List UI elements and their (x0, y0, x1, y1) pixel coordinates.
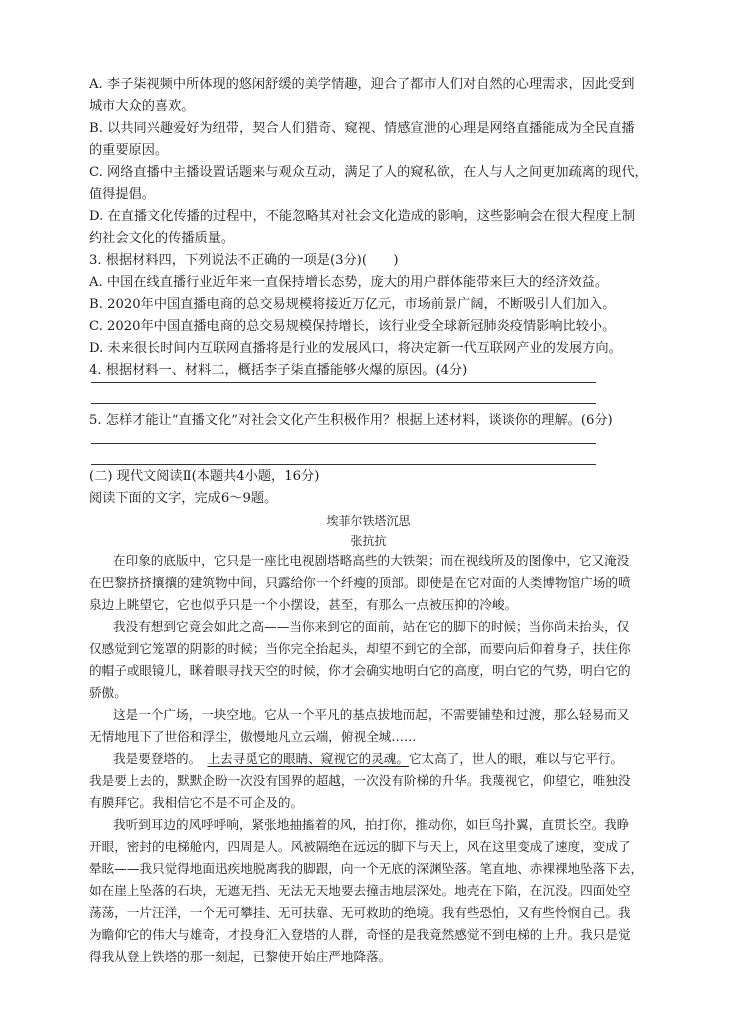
essay-line: 有膜拜它。我相信它不是不可企及的。 (89, 795, 304, 810)
essay-fragment: 它太高了，世人的眼，难以与它平行。 (408, 751, 624, 766)
essay-line: 开眼，密封的电梯舱内，四周是人。风被隔绝在远远的脚下与天上，风在这里变成了速度，变成了 (89, 839, 631, 854)
section-instruction: 阅读下面的文字，完成6～9题。 (89, 491, 278, 506)
essay-line: 荡荡，一片汪洋，一个无可攀挂、无可扶靠、无可救助的绝境。我有些恐怕，又有些怜悯自己。我 (89, 905, 631, 920)
q2-option-d-line2: 约社会文化的传播质量。 (89, 231, 235, 246)
q2-option-d-line1: D. 在直播文化传播的过程中，不能忽略其对社会文化造成的影响，这些影响会在很大程度上制 (89, 209, 635, 224)
q3-option-b: B. 2020年中国直播电商的总交易规模将接近万亿元，市场前景广阔，不断吸引人们加入。 (89, 297, 616, 312)
q5-stem: 5. 怎样才能让“直播文化”对社会文化产生积极作用？根据上述材料，谈谈你的理解。(6分) (89, 413, 613, 428)
essay-line: 的帽子或眼镜儿，眯着眼寻找天空的时候，你才会确实地明白它的高度，明白它的气势，明白它的 (89, 663, 631, 678)
section-heading: (二) 现代文阅读Ⅱ(本题共4小题，16分) (89, 469, 320, 484)
essay-fragment: 我是要登塔的。 (113, 751, 195, 766)
q2-option-c-line1: C. 网络直播中主播设置话题来与观众互动，满足了人的窥私欲，在人与人之间更加疏离的现代， (89, 165, 648, 180)
essay-line-underlined (89, 748, 661, 770)
essay-line: 骄傲。 (89, 685, 127, 700)
essay-author: 张抗抗 (350, 534, 387, 548)
q2-option-b-line2: 的重要原因。 (89, 143, 169, 158)
q4-answer-line-1[interactable] (91, 382, 596, 383)
essay-line: 无情地甩下了世俗和浮尘，傲慢地凡立云端，俯视全城…… (89, 729, 417, 744)
essay-line: 为瞻仰它的伟大与雄奇，才投身汇入登塔的人群，奇怪的是我竟然感觉不到电梯的上升。我只是觉 (89, 927, 631, 942)
essay-line: 在巴黎挤挤攘攘的建筑物中间，只露给你一个纤瘦的顶部。即使是在它对面的人类博物馆广场的喷 (89, 575, 631, 590)
essay-line: 在印象的底版中，它只是一座比电视剧塔略高些的大铁架；而在视线所及的图像中，它又淹没 (113, 553, 630, 568)
essay-title: 埃菲尔铁塔沉思 (326, 514, 411, 528)
essay-line: 泉边上眺望它，它也似乎只是一个小摆设，甚至，有那么一点被压抑的冷峻。 (89, 597, 518, 612)
essay-line: 如在崖上坠落的石块，无遮无挡、无法无天地要去撞击地层深处。地壳在下陷，在沉没。四面处空 (89, 883, 631, 898)
essay-line: 晕眩——我只觉得地面迅疾地脱离我的脚跟，向一个无底的深渊坠落。笔直地、赤裸裸地坠落下去， (89, 861, 644, 876)
q5-answer-line-1[interactable] (91, 443, 596, 444)
essay-line: 我没有想到它竟会如此之高——当你来到它的面前，站在它的脚下的时候；当你尚未抬头，仅 (113, 619, 630, 634)
essay-line: 得我从登上铁塔的那一刻起，已黎使开始庄严地降落。 (89, 949, 392, 964)
q3-stem: 3. 根据材料四，下列说法不正确的一项是(3分)( ) (89, 253, 399, 268)
q2-option-a-line2: 城市大众的喜欢。 (89, 99, 195, 114)
essay-underlined-fragment: 上去寻觅它的眼睛、窥视它的灵魂。 (207, 751, 409, 766)
q2-option-c-line2: 值得提倡。 (89, 187, 155, 202)
q3-option-a: A. 中国在线直播行业近年来一直保持增长态势，庞大的用户群体能带来巨大的经济效益。 (89, 275, 609, 290)
q5-answer-line-2[interactable] (91, 464, 596, 465)
q3-option-d: D. 未来很长时间内互联网直播将是行业的发展风口，将决定新一代互联网产业的发展方向。 (89, 341, 622, 356)
essay-line: 仅感觉到它笼罩的阴影的时候；当你完全抬起头，却望不到它的全部，而要向后仰着身子，扶住你 (89, 641, 631, 656)
q4-answer-line-2[interactable] (91, 403, 596, 404)
essay-line: 这是一个广场，一块空地。它从一个平凡的基点拔地而起，不需要铺垫和过渡，那么轻易而又 (113, 707, 630, 722)
q2-option-a-line1: A. 李子柒视频中所体现的悠闲舒缓的美学情趣，迎合了都市人们对自然的心理需求，因此受到 (89, 77, 635, 92)
q4-stem: 4. 根据材料一、材料二，概括李子柒直播能够火爆的原因。(4分) (89, 363, 468, 378)
essay-line: 我是要上去的，默默企盼一次没有国界的超越，一次没有阶梯的升华。我蔑视它，仰望它，唯独没 (89, 773, 631, 788)
q3-option-c: C. 2020年中国直播电商的总交易规模保持增长，该行业受全球新冠肺炎疫情影响比较小。 (89, 319, 616, 334)
essay-line: 我听到耳边的风呼呼响，紧张地抽搐着的风，拍打你，推动你，如巨鸟扑翼，直贯长空。我睁 (113, 817, 630, 832)
q2-option-b-line1: B. 以共同兴趣爱好为纽带，契合人们猎奇、窥视、情感宣泄的心理是网络直播能成为全民直播 (89, 121, 635, 136)
